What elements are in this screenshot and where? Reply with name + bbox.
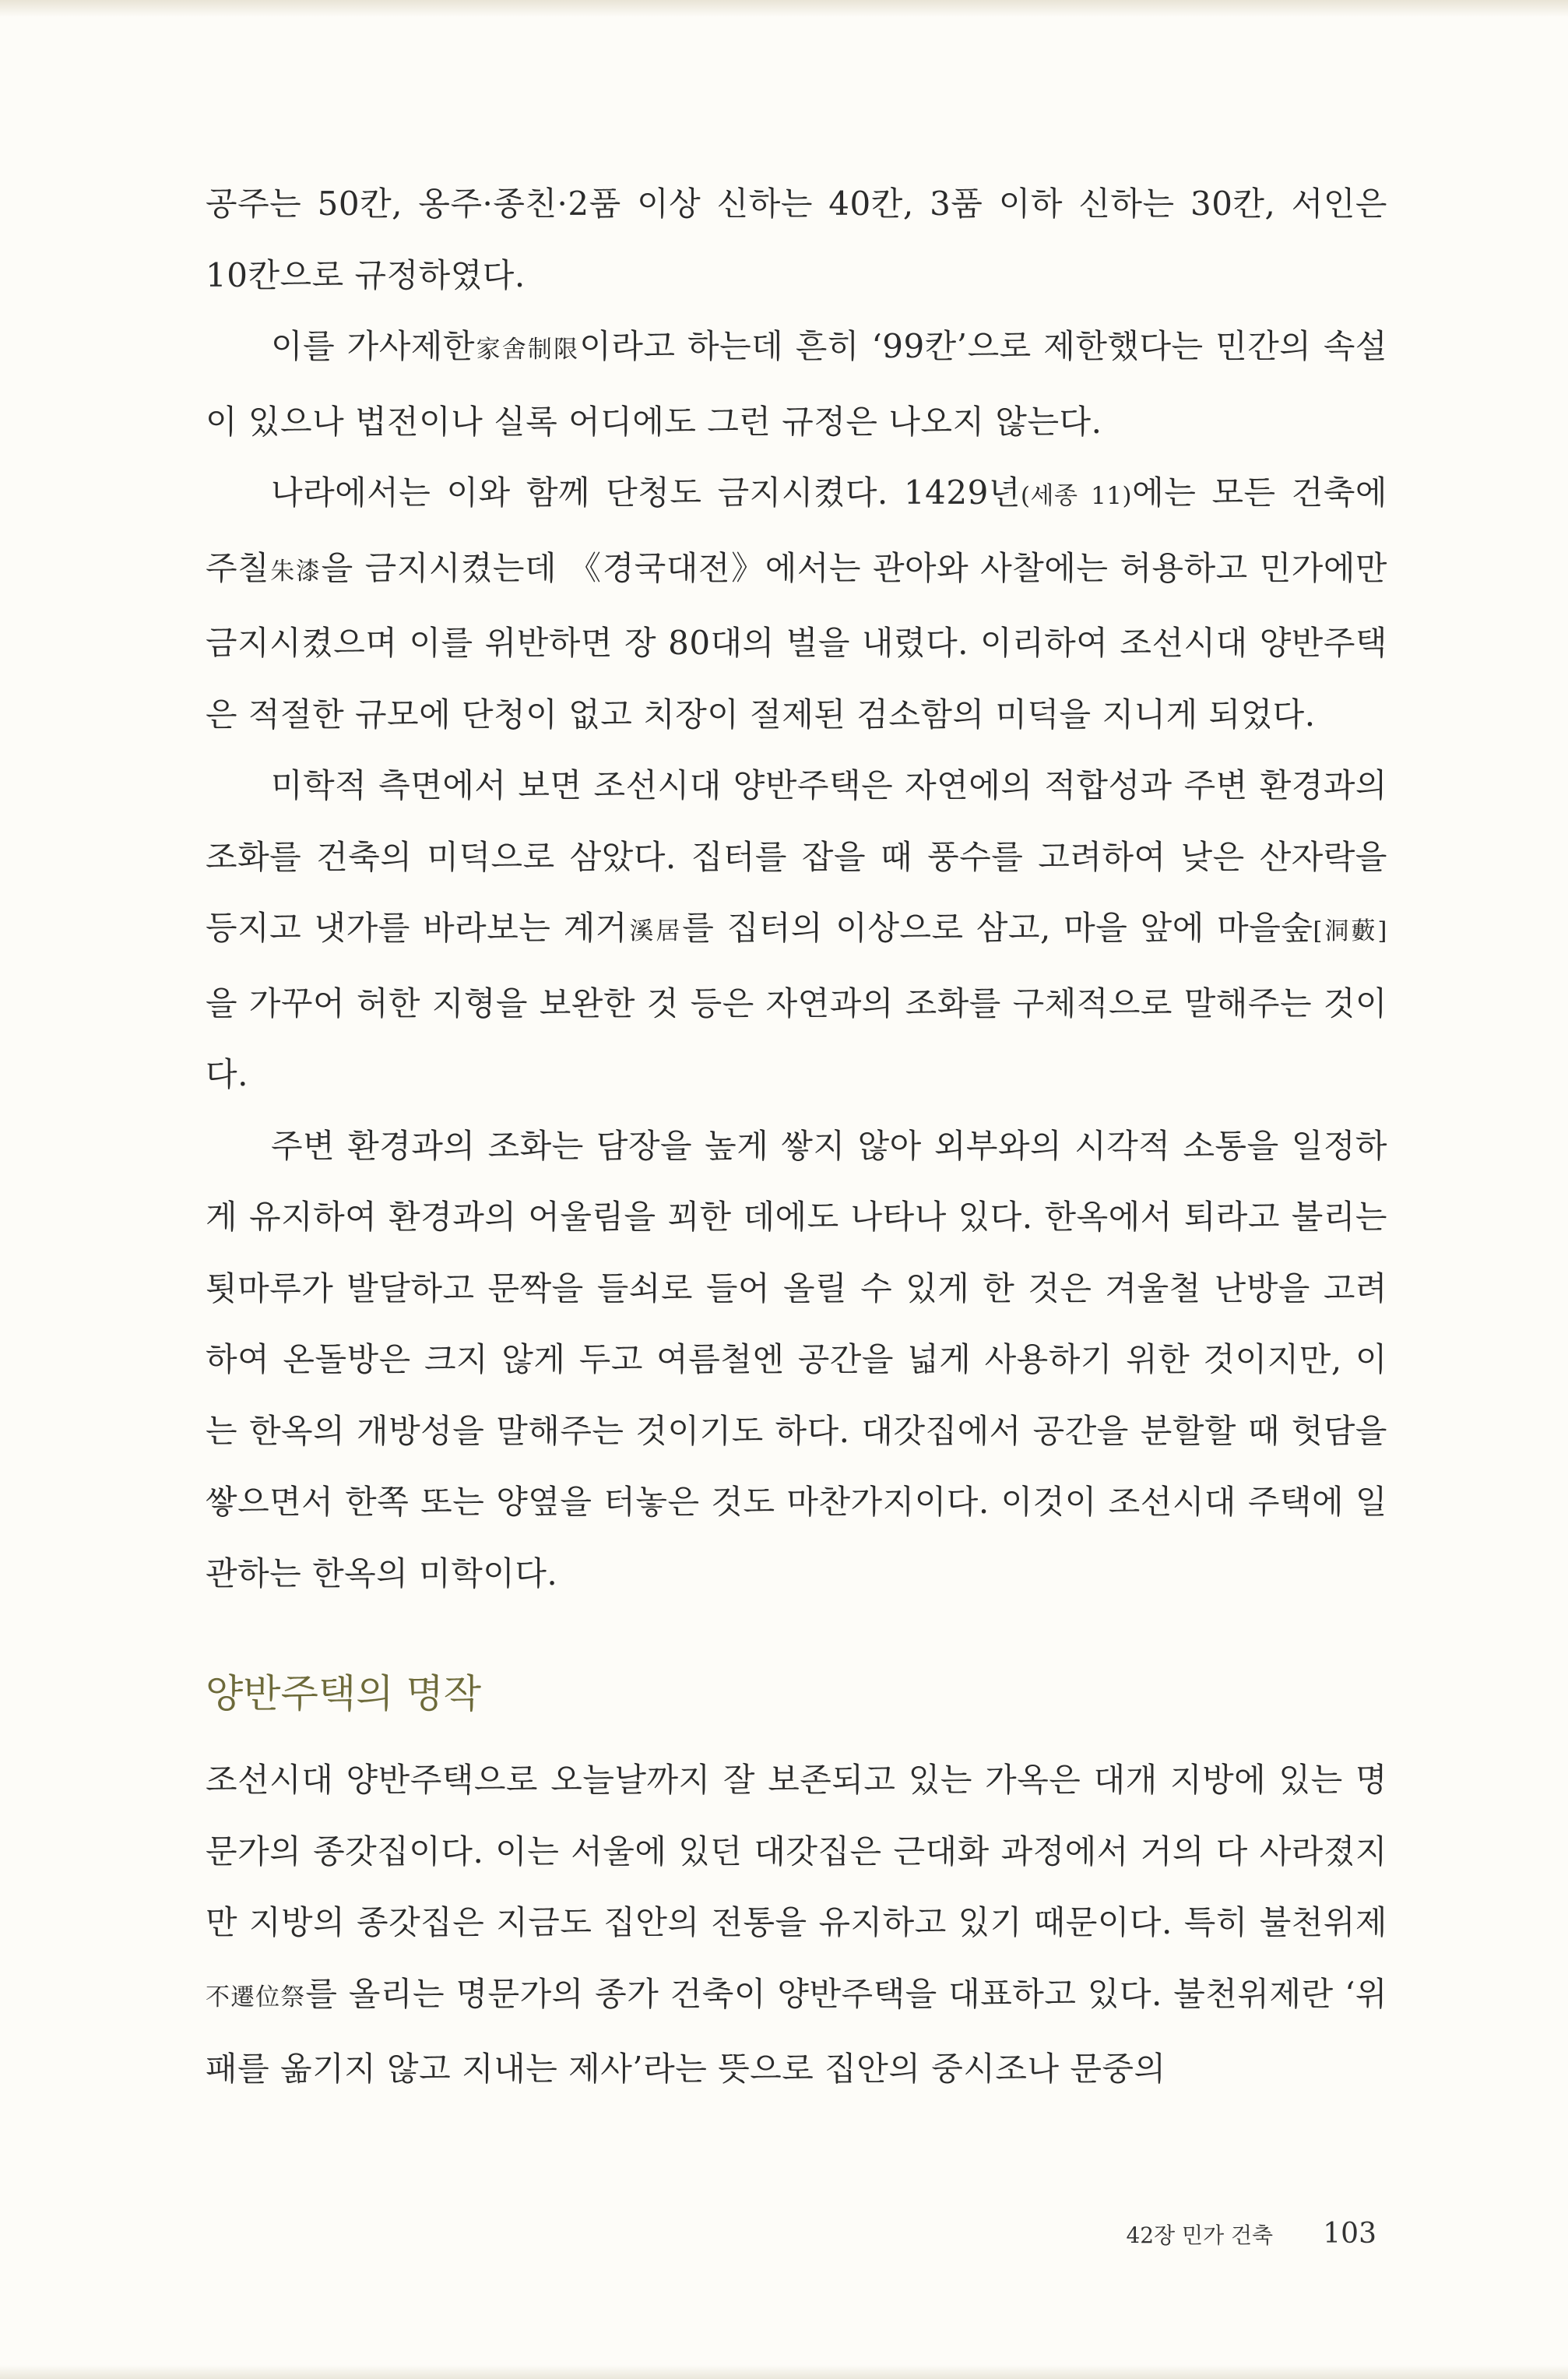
hanja-annotation: 朱漆	[269, 557, 322, 586]
paragraph	[206, 1110, 1387, 1610]
text-run: 을 가꾸어 허한 지형을 보완한 것 등은 자연과의 조화를 구체적으로 말해주는 것이다.	[206, 984, 1387, 1093]
paragraph	[206, 750, 1387, 1110]
running-footer-chapter: 42장 민가 건축	[1126, 2222, 1274, 2248]
text-run: 미학적 측면에서 보면 조선시대 양반주택은 자연에의 적합성과 주변 환경과의 조화를 건축의 미덕으로 삼았다. 집터를 잡을 때 풍수를 고려하여 낮은 산자락을 등지고 냇가를 바라보는 계거	[206, 766, 1387, 947]
paragraph	[206, 168, 1387, 311]
hanja-annotation: (세종 11)	[1020, 482, 1133, 510]
text-run: 나라에서는 이와 함께 단청도 금지시켰다. 1429년	[271, 473, 1021, 512]
text-run: 공주는 50칸, 옹주·종친·2품 이상 신하는 40칸, 3품 이하 신하는 30칸, 서인은 10칸으로 규정하였다.	[206, 185, 1387, 294]
text-run: 에는 모든 건축에 주칠	[206, 473, 1387, 587]
text-run: 주변 환경과의 조화는 담장을 높게 쌓지 않아 외부와의 시각적 소통을 일정하게 유지하여 환경과의 어울림을 꾀한 데에도 나타나 있다. 한옥에서 퇴라고 불리는 툇마루가 발달하고 문짝을 들쇠로 들어 올릴 수 있게 한 것은 겨울철 난방을 고려하여 온돌방은 크지 않게 두고 여름철엔 공간을 넓게 사용하기 위한 것이지만, 이는 한옥의 개방성을 말해주는 것이기도 하다. 대갓집에서 공간을 분할할 때 헛담을 쌓으면서 한쪽 또는 양옆을 터놓은 것도 마찬가지이다. 이것이 조선시대 주택에 일관하는 한옥의 미학이다.	[206, 1126, 1387, 1592]
section-heading: 양반주택의 명작	[206, 1671, 481, 1716]
text-run: 이라고 하는데 흔히 ‘99칸’으로 제한했다는 민간의 속설이 있으나 법전이나 실록 어디에도 그런 규정은 나오지 않는다.	[206, 327, 1387, 441]
hanja-annotation: 不遷位祭	[206, 1983, 306, 2011]
page-footer	[1126, 2218, 1376, 2250]
page-bottom-edge	[0, 2365, 1568, 2379]
section-body-text	[206, 1744, 1387, 2105]
body-text	[206, 168, 1387, 1609]
hanja-annotation: [洞藪]	[1313, 917, 1387, 945]
text-run: 이를 가사제한	[271, 327, 475, 365]
paragraph	[206, 457, 1387, 750]
page-number: 103	[1323, 2218, 1376, 2250]
page-top-edge	[0, 0, 1568, 17]
text-run: 를 집터의 이상으로 삼고, 마을 앞에 마을숲	[682, 909, 1313, 947]
text-run: 를 올리는 명문가의 종가 건축이 양반주택을 대표하고 있다. 불천위제란 ‘위패를 옮기지 않고 지내는 제사’라는 뜻으로 집안의 중시조나 문중의	[206, 1974, 1388, 2088]
hanja-annotation: 家舍制限	[474, 336, 580, 364]
paragraph	[206, 311, 1387, 457]
paragraph	[206, 1744, 1387, 2105]
text-run: 을 금지시켰는데 《경국대전》에서는 관아와 사찰에는 허용하고 민가에만 금지시켰으며 이를 위반하면 장 80대의 벌을 내렸다. 이리하여 조선시대 양반주택은 적절한 규모에 단청이 없고 치장이 절제된 검소함의 미덕을 지니게 되었다.	[206, 548, 1388, 734]
text-run: 조선시대 양반주택으로 오늘날까지 잘 보존되고 있는 가옥은 대개 지방에 있는 명문가의 종갓집이다. 이는 서울에 있던 대갓집은 근대화 과정에서 거의 다 사라졌지만 지방의 종갓집은 지금도 집안의 전통을 유지하고 있기 때문이다. 특히 불천위제	[206, 1761, 1387, 1941]
hanja-annotation: 溪居	[627, 917, 683, 945]
